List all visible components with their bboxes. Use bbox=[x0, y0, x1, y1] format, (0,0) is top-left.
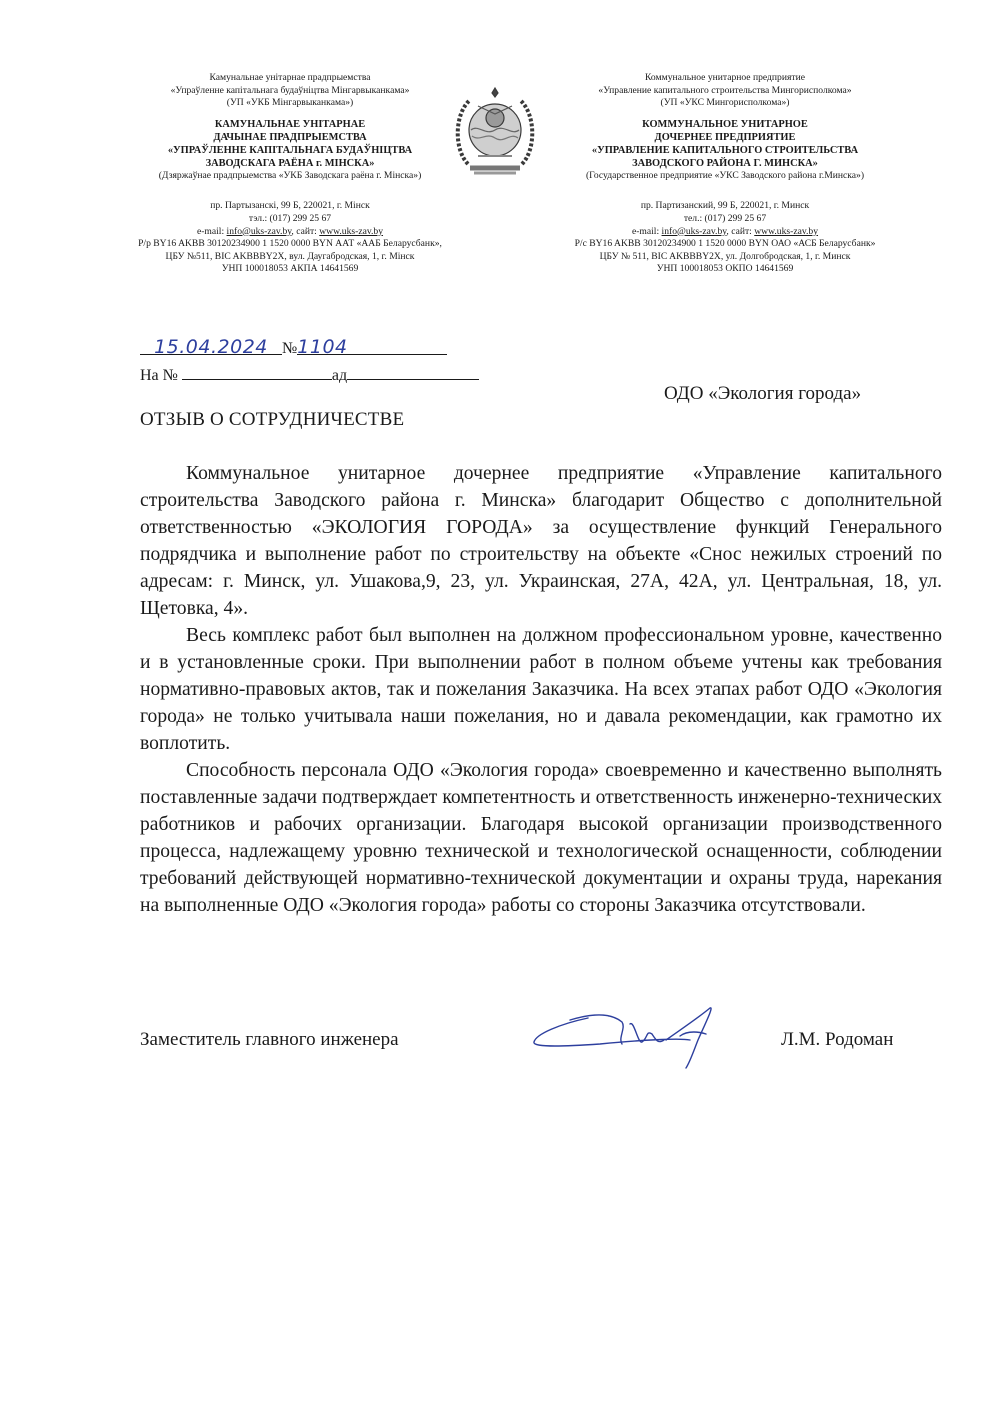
number-field bbox=[297, 336, 447, 358]
address-line: пр. Партызанскі, 99 Б, 220021, г. Мінск bbox=[210, 200, 370, 212]
org-name-bold: КАМУНАЛЬНАЕ УНІТАРНАЕ bbox=[214, 118, 366, 130]
site-label: , сайт: bbox=[726, 225, 755, 237]
org-line: Коммунальное унитарное предприятие bbox=[645, 72, 805, 83]
handwritten-number: 1104 bbox=[297, 336, 348, 358]
phone-line: тел.: (017) 299 25 67 bbox=[683, 212, 767, 224]
contacts-line bbox=[535, 226, 915, 239]
website-link[interactable]: www.uks-zav.by bbox=[319, 225, 384, 237]
letter-body bbox=[140, 460, 942, 919]
paragraph: Способность персонала ОДО «Экология города» своевременно и качественно выполнять поставленные задачи подтверждает компетентность и ответственность инженерно-технических работников и рабочих организации. Благодаря высокой организации производственного процесса, надлежащему уровню технической и технологической оснащенности, соблюдении требований действующей нормативно-технической документации и охраны труда, нарекания на выполненные ОДО «Экология города» работы со стороны Заказчика отсутствовали. bbox=[140, 760, 942, 916]
org-name-bold: КОММУНАЛЬНОЕ УНИТАРНОЕ bbox=[642, 118, 808, 130]
ad-label: ад bbox=[331, 367, 348, 384]
signer-position: Заместитель главного инженера bbox=[140, 1029, 399, 1050]
org-subtitle: (Государственное предприятие «УКС Заводского района г.Минска») bbox=[585, 169, 865, 181]
signature-icon bbox=[530, 1000, 740, 1072]
org-line: «Управление капитального строительства Мингорисполкома» bbox=[598, 84, 852, 96]
signer-name: Л.М. Родоман bbox=[781, 1029, 894, 1050]
bank-line: ЦБУ № 511, BIC AKBBBY2X, ул. Долгобродская, 1, г. Минск bbox=[599, 250, 851, 262]
org-line: Камунальнае унітарнае прадпрыемства bbox=[209, 72, 371, 83]
registration-line: УНП 100018053 АКПА 14641569 bbox=[221, 263, 359, 275]
recipient: ОДО «Экология города» bbox=[664, 383, 862, 404]
address-line: пр. Партизанский, 99 Б, 220021, г. Минск bbox=[640, 200, 810, 212]
org-name-bold: ЗАВОДСКАГА РАЁНА г. МІНСКА» bbox=[205, 157, 375, 169]
site-label: , сайт: bbox=[291, 225, 320, 237]
paragraph: Весь комплекс работ был выполнен на должном профессиональном уровне, качественно и в установленные сроки. При выполнении работ в полном объеме учтены как требования нормативно-правовых актов, так и пожелания Заказчика. На всех этапах работ ОДО «Экология города» не только учитывала наши пожелания, но и давала рекомендации, как грамотно их воплотить. bbox=[140, 625, 942, 754]
email-link[interactable]: info@uks-zav.by bbox=[661, 225, 727, 237]
na-label: На № bbox=[140, 367, 178, 384]
website-link[interactable]: www.uks-zav.by bbox=[754, 225, 819, 237]
org-subtitle: (Дзяржаўнае прадпрыемства «УКБ Заводскага раёна г. Мінска») bbox=[158, 169, 422, 181]
outgoing-reference bbox=[140, 338, 447, 358]
incoming-reference bbox=[140, 363, 479, 385]
document-title: ОТЗЫВ О СОТРУДНИЧЕСТВЕ bbox=[140, 409, 405, 430]
org-line: (УП «УКБ Мінгарвыканкама») bbox=[226, 97, 354, 109]
bank-line: Р/с BY16 AKBB 30120234900 1 1520 0000 BYN ОАО «АСБ Беларусбанк» bbox=[574, 238, 876, 250]
org-line: «Упраўленне капітальнага будаўніцтва Мінгарвыканкама» bbox=[170, 84, 410, 96]
org-name-bold: ДАЧЫНАЕ ПРАДПРЫЕМСТВА bbox=[213, 131, 367, 143]
letterhead-russian bbox=[535, 72, 915, 276]
handwritten-date: 15.04.2024 bbox=[154, 336, 268, 358]
paragraph: Коммунальное унитарное дочернее предприятие «Управление капитального строительства Заводского района г. Минска» благодарит Общество с дополнительной ответственностью «ЭКОЛОГИЯ ГОРОДА» за осуществление функций Генерального подрядчика и выполнение работ по строительству на объекте «Снос нежилых строений по адресам: г. Минск, ул. Ушакова,9, 23, ул. Украинская, 27А, 42А, ул. Центральная, 18, ул. Щетовка, 4». bbox=[140, 463, 942, 619]
org-name-bold: ЗАВОДСКОГО РАЙОНА Г. МИНСКА» bbox=[632, 157, 818, 169]
incoming-date-field bbox=[347, 363, 479, 380]
email-label: e-mail: bbox=[196, 225, 227, 237]
org-name-bold: «УПРАЎЛЕННЕ КАПІТАЛЬНАГА БУДАЎНІЦТВА bbox=[167, 144, 413, 156]
email-label: e-mail: bbox=[631, 225, 662, 237]
phone-line: тэл.: (017) 299 25 67 bbox=[248, 212, 332, 224]
bank-line: ЦБУ №511, BIC AKBBBY2X, вул. Даугабродская, 1, г. Мінск bbox=[165, 250, 415, 262]
org-name-bold: ДОЧЕРНЕЕ ПРЕДПРИЯТИЕ bbox=[654, 131, 796, 143]
date-field bbox=[140, 336, 282, 358]
bank-line: Р/р BY16 AKBB 30120234900 1 1520 0000 BYN ААТ «ААБ Беларусбанк», bbox=[138, 238, 442, 250]
incoming-number-field bbox=[182, 363, 332, 380]
state-emblem-icon bbox=[448, 84, 542, 182]
number-label: № bbox=[282, 340, 298, 357]
registration-line: УНП 100018053 ОКПО 14641569 bbox=[656, 263, 794, 275]
contacts-line bbox=[100, 226, 480, 239]
letterhead-belarusian bbox=[100, 72, 480, 276]
org-name-bold: «УПРАВЛЕНИЕ КАПИТАЛЬНОГО СТРОИТЕЛЬСТВА bbox=[591, 144, 859, 156]
org-line: (УП «УКС Мингорисполкома») bbox=[660, 97, 790, 109]
email-link[interactable]: info@uks-zav.by bbox=[226, 225, 292, 237]
